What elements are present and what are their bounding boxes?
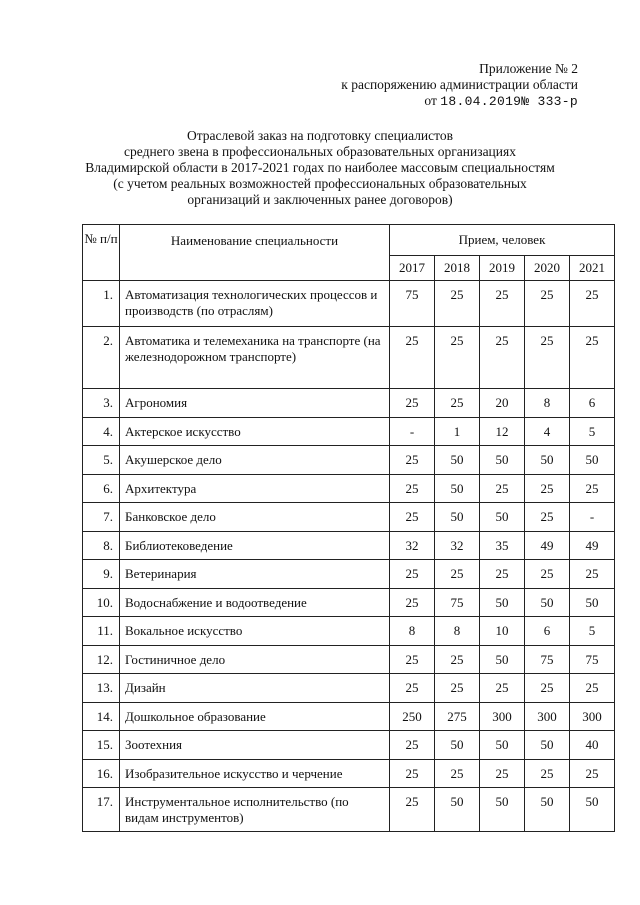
specialty-name: Автоматизация технологических процессов и производств (по отраслям) bbox=[120, 281, 390, 327]
admission-value: 8 bbox=[525, 389, 570, 418]
admission-value: 75 bbox=[570, 645, 615, 674]
row-number: 2. bbox=[83, 327, 120, 389]
admission-value: 25 bbox=[525, 503, 570, 532]
admission-value: 300 bbox=[480, 702, 525, 731]
admission-value: 25 bbox=[570, 281, 615, 327]
admission-value: 25 bbox=[390, 446, 435, 475]
document-title bbox=[60, 128, 580, 208]
admission-value: 25 bbox=[480, 560, 525, 589]
table-row bbox=[83, 788, 615, 832]
admission-value: 50 bbox=[525, 588, 570, 617]
title-line: (с учетом реальных возможностей профессиональных образовательных bbox=[113, 176, 527, 191]
header-year: 2017 bbox=[390, 256, 435, 281]
row-number: 4. bbox=[83, 417, 120, 446]
admission-value: 25 bbox=[390, 503, 435, 532]
enrollment-table bbox=[82, 224, 615, 832]
admission-value: 25 bbox=[480, 674, 525, 703]
table-row bbox=[83, 446, 615, 475]
admission-value: 5 bbox=[570, 417, 615, 446]
appendix-label: Приложение № 2 bbox=[479, 61, 578, 76]
admission-value: 300 bbox=[570, 702, 615, 731]
admission-value: 75 bbox=[390, 281, 435, 327]
admission-value: 25 bbox=[390, 731, 435, 760]
specialty-name: Автоматика и телемеханика на транспорте (на железнодорожном транспорте) bbox=[120, 327, 390, 389]
admission-value: 75 bbox=[525, 645, 570, 674]
admission-value: 32 bbox=[435, 531, 480, 560]
admission-value: 25 bbox=[480, 474, 525, 503]
admission-value: 8 bbox=[435, 617, 480, 646]
table-row bbox=[83, 503, 615, 532]
admission-value: 50 bbox=[480, 588, 525, 617]
order-date-line bbox=[341, 93, 578, 110]
admission-value: 25 bbox=[525, 759, 570, 788]
admission-value: 25 bbox=[390, 759, 435, 788]
admission-value: 50 bbox=[435, 474, 480, 503]
document-header bbox=[341, 61, 578, 110]
admission-value: 25 bbox=[525, 281, 570, 327]
specialty-name: Гостиничное дело bbox=[120, 645, 390, 674]
admission-value: 25 bbox=[390, 389, 435, 418]
row-number: 6. bbox=[83, 474, 120, 503]
admission-value: 32 bbox=[390, 531, 435, 560]
header-admission: Прием, человек bbox=[390, 225, 615, 256]
admission-value: 25 bbox=[525, 327, 570, 389]
admission-value: 25 bbox=[435, 759, 480, 788]
table-row bbox=[83, 731, 615, 760]
table-row bbox=[83, 389, 615, 418]
row-number: 1. bbox=[83, 281, 120, 327]
admission-value: 25 bbox=[390, 560, 435, 589]
admission-value: 25 bbox=[435, 327, 480, 389]
row-number: 10. bbox=[83, 588, 120, 617]
specialty-name: Банковское дело bbox=[120, 503, 390, 532]
admission-value: 25 bbox=[480, 327, 525, 389]
order-reference: к распоряжению администрации области bbox=[341, 77, 578, 92]
header-year: 2020 bbox=[525, 256, 570, 281]
table-row bbox=[83, 560, 615, 589]
table-row bbox=[83, 327, 615, 389]
row-number: 11. bbox=[83, 617, 120, 646]
row-number: 17. bbox=[83, 788, 120, 832]
admission-value: 25 bbox=[570, 674, 615, 703]
date-and-number: 18.04.2019№ 333-р bbox=[440, 94, 578, 109]
admission-value: 50 bbox=[525, 788, 570, 832]
admission-value: 50 bbox=[570, 788, 615, 832]
specialty-name: Водоснабжение и водоотведение bbox=[120, 588, 390, 617]
admission-value: 49 bbox=[525, 531, 570, 560]
date-prefix: от bbox=[424, 93, 437, 108]
admission-value: 50 bbox=[435, 731, 480, 760]
row-number: 13. bbox=[83, 674, 120, 703]
row-number: 5. bbox=[83, 446, 120, 475]
table-row bbox=[83, 281, 615, 327]
header-year: 2018 bbox=[435, 256, 480, 281]
admission-value: 25 bbox=[435, 389, 480, 418]
table-row bbox=[83, 417, 615, 446]
specialty-name: Ветеринария bbox=[120, 560, 390, 589]
specialty-name: Изобразительное искусство и черчение bbox=[120, 759, 390, 788]
specialty-name: Библиотековедение bbox=[120, 531, 390, 560]
admission-value: 5 bbox=[570, 617, 615, 646]
admission-value: 25 bbox=[525, 474, 570, 503]
specialty-name: Инструментальное исполнительство (по видам инструментов) bbox=[120, 788, 390, 832]
admission-value: 250 bbox=[390, 702, 435, 731]
admission-value: 275 bbox=[435, 702, 480, 731]
title-line: Владимирской области в 2017-2021 годах по наиболее массовым специальностям bbox=[85, 160, 555, 175]
admission-value: - bbox=[570, 503, 615, 532]
admission-value: 75 bbox=[435, 588, 480, 617]
admission-value: 49 bbox=[570, 531, 615, 560]
table-row bbox=[83, 588, 615, 617]
admission-value: 10 bbox=[480, 617, 525, 646]
header-year: 2019 bbox=[480, 256, 525, 281]
admission-value: 25 bbox=[390, 674, 435, 703]
admission-value: 25 bbox=[435, 281, 480, 327]
row-number: 7. bbox=[83, 503, 120, 532]
row-number: 14. bbox=[83, 702, 120, 731]
table-body bbox=[83, 281, 615, 832]
admission-value: 1 bbox=[435, 417, 480, 446]
admission-value: 25 bbox=[570, 474, 615, 503]
table-row bbox=[83, 702, 615, 731]
specialty-name: Архитектура bbox=[120, 474, 390, 503]
admission-value: 35 bbox=[480, 531, 525, 560]
admission-value: 25 bbox=[480, 281, 525, 327]
admission-value: 25 bbox=[390, 327, 435, 389]
admission-value: 50 bbox=[480, 731, 525, 760]
table-row bbox=[83, 474, 615, 503]
specialty-name: Акушерское дело bbox=[120, 446, 390, 475]
admission-value: 6 bbox=[570, 389, 615, 418]
admission-value: 50 bbox=[480, 503, 525, 532]
title-line: организаций и заключенных ранее договоров) bbox=[187, 192, 453, 207]
row-number: 9. bbox=[83, 560, 120, 589]
admission-value: 50 bbox=[480, 446, 525, 475]
admission-value: 25 bbox=[390, 588, 435, 617]
admission-value: 25 bbox=[570, 759, 615, 788]
specialty-name: Зоотехния bbox=[120, 731, 390, 760]
row-number: 12. bbox=[83, 645, 120, 674]
title-line: Отраслевой заказ на подготовку специалистов bbox=[186, 128, 453, 143]
admission-value: 40 bbox=[570, 731, 615, 760]
header-number: № п/п bbox=[83, 225, 120, 281]
admission-value: 25 bbox=[390, 474, 435, 503]
header-year: 2021 bbox=[570, 256, 615, 281]
admission-value: 25 bbox=[525, 674, 570, 703]
admission-value: 8 bbox=[390, 617, 435, 646]
admission-value: 25 bbox=[435, 560, 480, 589]
specialty-name: Вокальное искусство bbox=[120, 617, 390, 646]
admission-value: 25 bbox=[570, 560, 615, 589]
admission-value: 20 bbox=[480, 389, 525, 418]
admission-value: 25 bbox=[525, 560, 570, 589]
row-number: 8. bbox=[83, 531, 120, 560]
admission-value: 25 bbox=[480, 759, 525, 788]
table-row bbox=[83, 674, 615, 703]
admission-value: 6 bbox=[525, 617, 570, 646]
admission-value: 50 bbox=[570, 446, 615, 475]
title-line: среднего звена в профессиональных образовательных организациях bbox=[124, 144, 516, 159]
admission-value: 25 bbox=[435, 645, 480, 674]
admission-value: 25 bbox=[390, 645, 435, 674]
row-number: 15. bbox=[83, 731, 120, 760]
header-specialty: Наименование специальности bbox=[120, 225, 390, 281]
table-row bbox=[83, 759, 615, 788]
table-row bbox=[83, 531, 615, 560]
specialty-name: Дизайн bbox=[120, 674, 390, 703]
admission-value: - bbox=[390, 417, 435, 446]
admission-value: 50 bbox=[435, 503, 480, 532]
admission-value: 50 bbox=[525, 446, 570, 475]
admission-value: 50 bbox=[480, 645, 525, 674]
specialty-name: Дошкольное образование bbox=[120, 702, 390, 731]
admission-value: 300 bbox=[525, 702, 570, 731]
admission-value: 12 bbox=[480, 417, 525, 446]
specialty-name: Актерское искусство bbox=[120, 417, 390, 446]
table-row bbox=[83, 617, 615, 646]
admission-value: 50 bbox=[525, 731, 570, 760]
table-row bbox=[83, 645, 615, 674]
admission-value: 25 bbox=[390, 788, 435, 832]
admission-value: 25 bbox=[570, 327, 615, 389]
row-number: 3. bbox=[83, 389, 120, 418]
admission-value: 50 bbox=[435, 788, 480, 832]
row-number: 16. bbox=[83, 759, 120, 788]
admission-value: 50 bbox=[570, 588, 615, 617]
specialty-name: Агрономия bbox=[120, 389, 390, 418]
admission-value: 50 bbox=[435, 446, 480, 475]
admission-value: 4 bbox=[525, 417, 570, 446]
admission-value: 50 bbox=[480, 788, 525, 832]
admission-value: 25 bbox=[435, 674, 480, 703]
